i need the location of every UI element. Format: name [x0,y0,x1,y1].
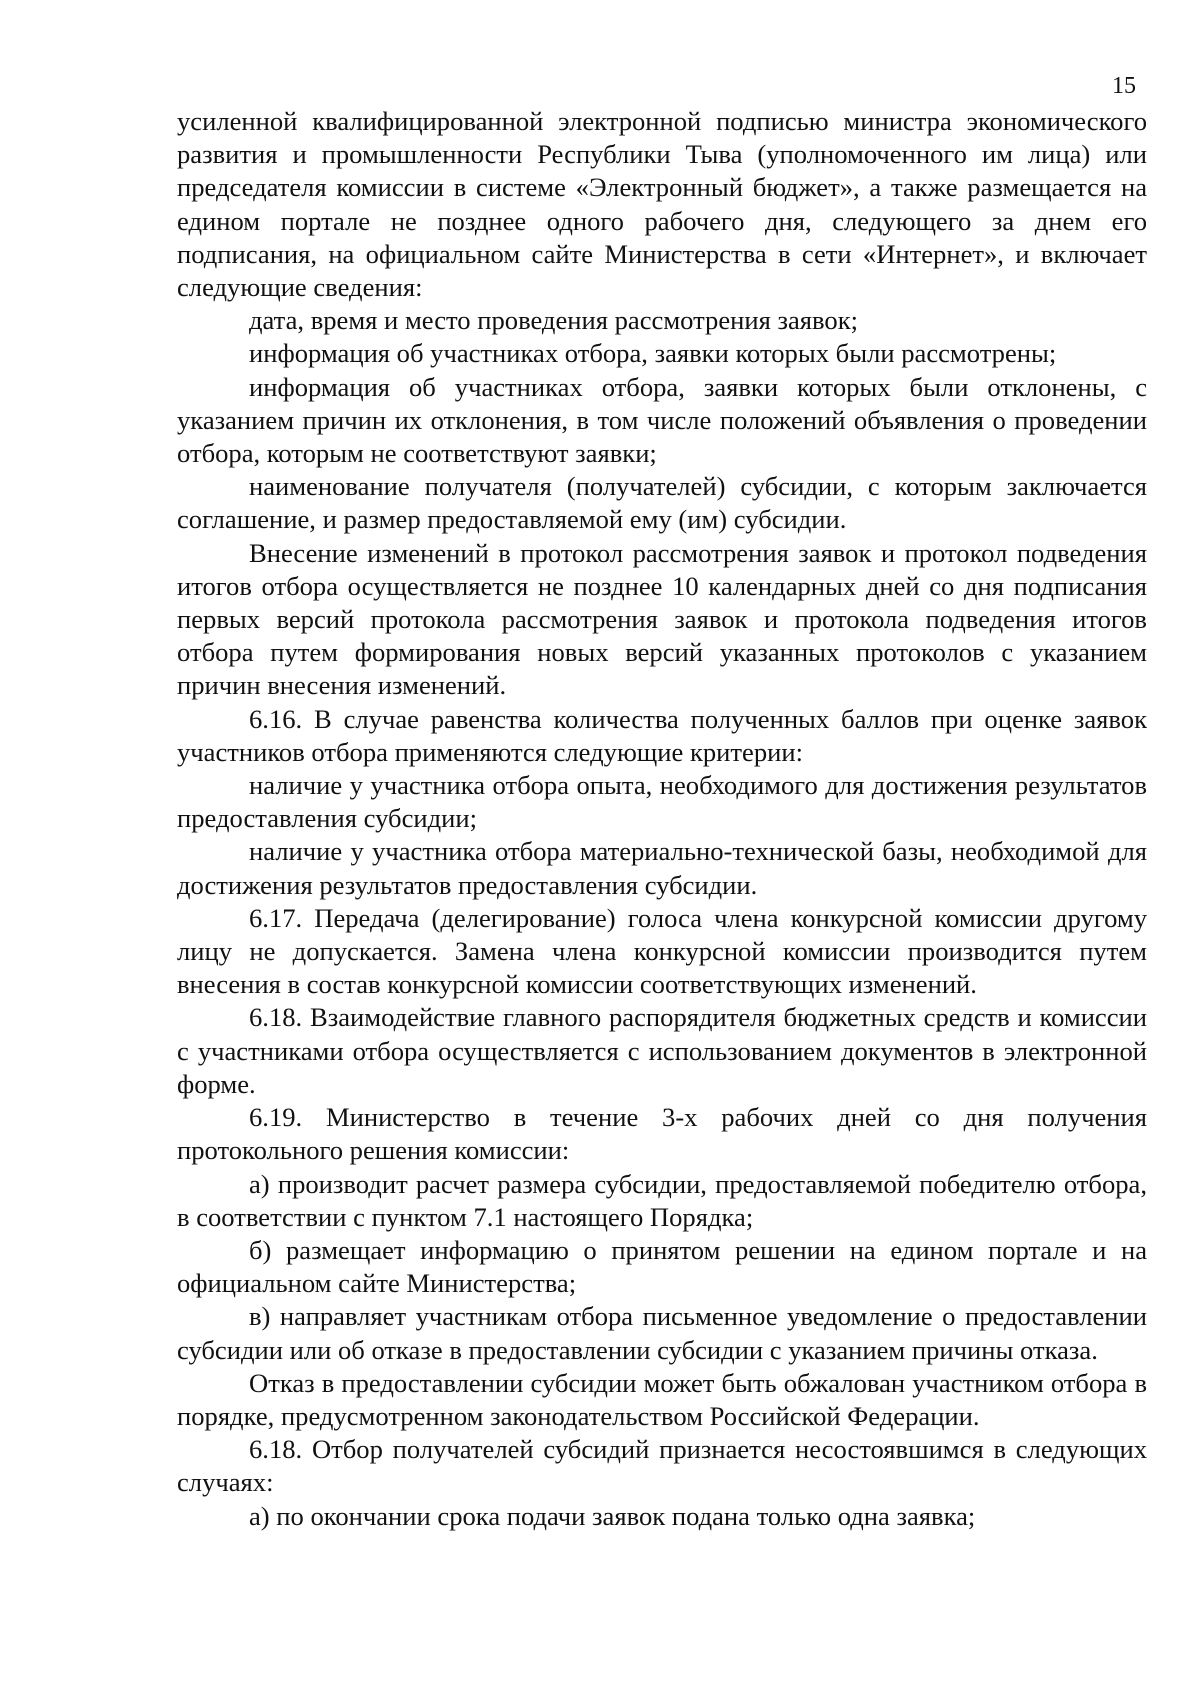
paragraph: а) по окончании срока подачи заявок подана только одна заявка; [249,1500,976,1531]
paragraph: 6.17. Передача (делегирование) голоса члена конкурсной комиссии другому лицу не допускается. Замена члена конкурсной комиссии производится путем внесения в состав конкурсной комиссии соответствующих изменений. [177,902,1147,1000]
paragraph: дата, время и место проведения рассмотрения заявок; [249,305,859,336]
paragraph: наличие у участника отбора материально-технической базы, необходимой для достижения результатов предоставления субсидии. [177,836,1147,900]
paragraph: информация об участниках отбора, заявки которых были рассмотрены; [249,338,1057,369]
page-number: 15 [1112,73,1136,99]
paragraph: Внесение изменений в протокол рассмотрения заявок и протокол подведения итогов отбора осуществляется не позднее 10 календарных дней со дня подписания первых версий протокола рассмотрения заявок и протокола подведения итогов отбора путем формирования новых версий указанных протоколов с указанием причин внесения изменений. [177,537,1147,701]
paragraph: 6.16. В случае равенства количества полученных баллов при оценке заявок участников отбора применяются следующие критерии: [177,703,1147,767]
paragraph: информация об участниках отбора, заявки которых были отклонены, с указанием причин их отклонения, в том числе положений объявления о проведении отбора, которым не соответствуют заявки; [177,371,1147,469]
paragraph: б) размещает информацию о принятом решении на едином портале и на официальном сайте Министерства; [177,1234,1147,1299]
paragraph: наименование получателя (получателей) субсидии, с которым заключается соглашение, и размер предоставляемой ему (им) субсидии. [177,471,1147,535]
paragraph: в) направляет участникам отбора письменное уведомление о предоставлении субсидии или об отказе в предоставлении субсидии с указанием причины отказа. [177,1301,1147,1365]
paragraph: Отказ в предоставлении субсидии может быть обжалован участником отбора в порядке, предусмотренном законодательством Российской Федерации. [177,1367,1147,1431]
paragraph: 6.18. Отбор получателей субсидий признается несостоявшимся в следующих случаях: [177,1434,1147,1498]
paragraph: 6.19. Министерство в течение 3-х рабочих дней со дня получения протокольного решения комиссии: [177,1102,1147,1166]
document-body [177,105,1147,1533]
paragraph: усиленной квалифицированной электронной подписью министра экономического развития и промышленности Республики Тыва (уполномоченного им лица) или председателя комиссии в системе «Электронный бюджет», а также размещается на едином портале не позднее одного рабочего дня, следующего за днем его подписания, на официальном сайте Министерства в сети «Интернет», и включает следующие сведения: [177,106,1147,303]
paragraph: а) производит расчет размера субсидии, предоставляемой победителю отбора, в соответствии с пунктом 7.1 настоящего Порядка; [177,1168,1147,1232]
paragraph: наличие у участника отбора опыта, необходимого для достижения результатов предоставления субсидии; [177,770,1147,834]
paragraph: 6.18. Взаимодействие главного распорядителя бюджетных средств и комиссии с участниками отбора осуществляется с использованием документов в электронной форме. [177,1002,1147,1099]
